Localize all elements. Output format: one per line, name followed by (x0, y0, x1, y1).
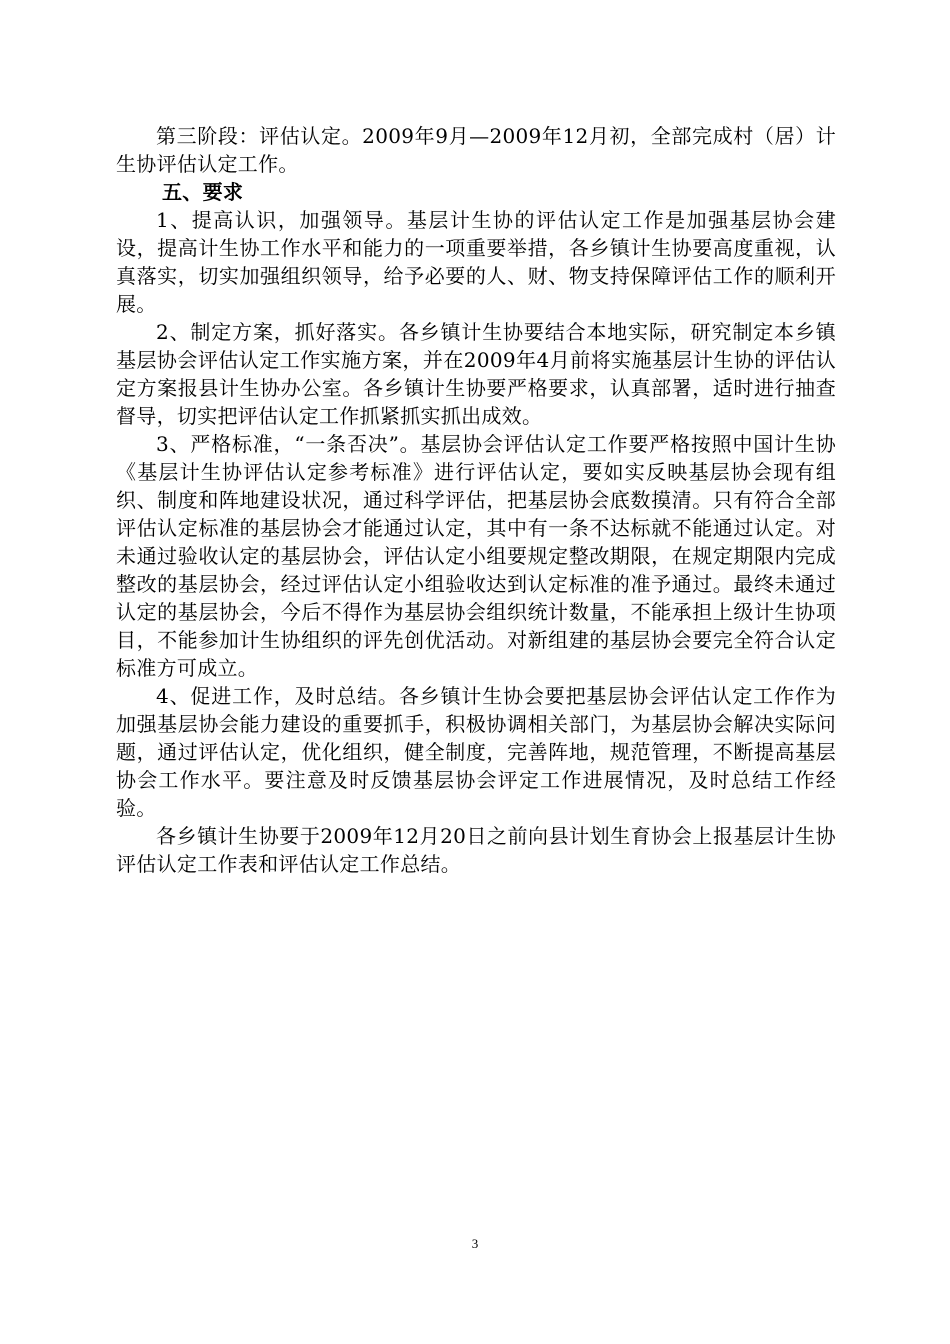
requirement-4-paragraph: 4、促进工作，及时总结。各乡镇计生协会要把基层协会评估认定工作作为加强基层协会能力建设的重要抓手，积极协调相关部门，为基层协会解决实际问题，通过评估认定，优化组织，健全制度，完善阵地，规范管理，不断提高基层协会工作水平。要注意及时反馈基层协会评定工作进展情况，及时总结工作经验。 (116, 684, 836, 820)
stage-three-paragraph: 第三阶段：评估认定。2009年9月—2009年12月初，全部完成村（居）计生协评估认定工作。 (116, 124, 836, 176)
page-number: 3 (471, 1236, 479, 1251)
requirement-1-paragraph: 1、提高认识，加强领导。基层计生协的评估认定工作是加强基层协会建设，提高计生协工作水平和能力的一项重要举措，各乡镇计生协要高度重视，认真落实，切实加强组织领导，给予必要的人、财、物支持保障评估工作的顺利开展。 (116, 208, 836, 316)
closing-paragraph: 各乡镇计生协要于2009年12月20日之前向县计划生育协会上报基层计生协评估认定工作表和评估认定工作总结。 (116, 824, 836, 876)
section-heading-requirements: 五、要求 (162, 180, 244, 204)
requirement-2-paragraph: 2、制定方案，抓好落实。各乡镇计生协要结合本地实际，研究制定本乡镇基层协会评估认定工作实施方案，并在2009年4月前将实施基层计生协的评估认定方案报县计生协办公室。各乡镇计生协要严格要求，认真部署，适时进行抽查督导，切实把评估认定工作抓紧抓实抓出成效。 (116, 320, 836, 428)
requirement-3-paragraph: 3、严格标准，“一条否决”。基层协会评估认定工作要严格按照中国计生协《基层计生协评估认定参考标准》进行评估认定，要如实反映基层协会现有组织、制度和阵地建设状况，通过科学评估，把基层协会底数摸清。只有符合全部评估认定标准的基层协会才能通过认定，其中有一条不达标就不能通过认定。对未通过验收认定的基层协会，评估认定小组要规定整改期限，在规定期限内完成整改的基层协会，经过评估认定小组验收达到认定标准的准予通过。最终未通过认定的基层协会，今后不得作为基层协会组织统计数量，不能承担上级计生协项目，不能参加计生协组织的评先创优活动。对新组建的基层协会要完全符合认定标准方可成立。 (116, 432, 836, 680)
document-body (116, 122, 836, 878)
